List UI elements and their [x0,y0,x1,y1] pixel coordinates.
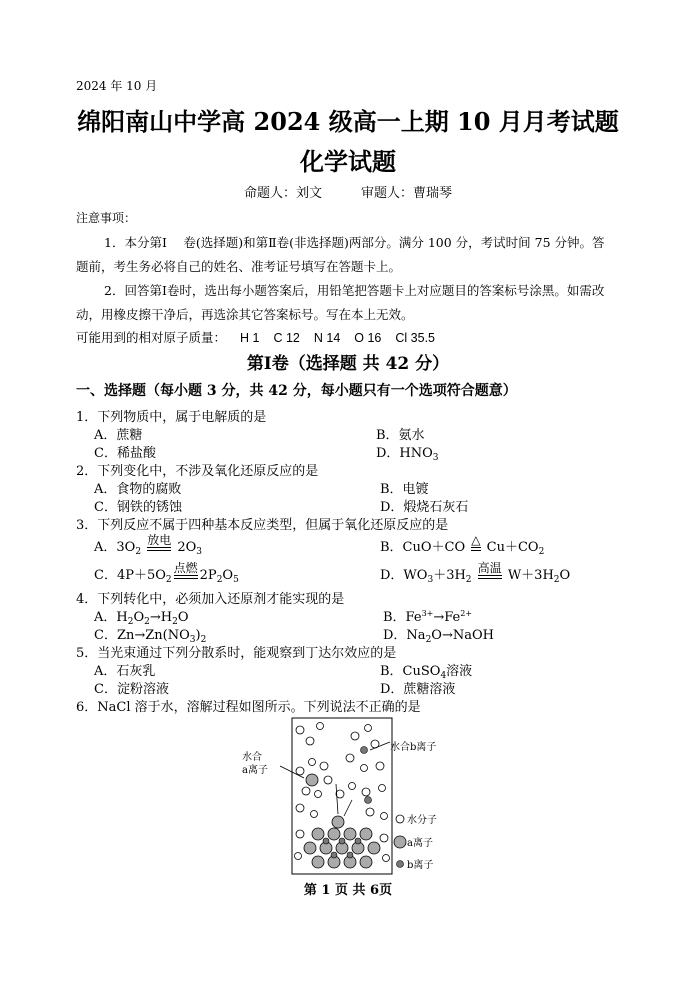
q5-option-a: A．石灰乳 [94,664,156,679]
q3-option-d: D．$WO_3+3H_2$ 高温 $W+3H_2O$ [380,561,571,585]
q1-option-d: D．$HNO_3$ [376,446,439,463]
legend-water-icon [396,815,404,823]
notice-item-2: 2．回答第Ⅰ卷时，选出每小题答案后，用铅笔把答题卡上对应题目的答案标号涂黑。如需改动，用橡皮擦干净后，再选涂其它答案标号。写在本上无效。 [76,283,605,322]
label-hydrated-a-1: 水合 [242,752,262,763]
atomic-masses [76,332,449,345]
q2-option-a: A．食物的腐败 [94,482,182,497]
mass-o: O 16 [354,331,382,345]
page-footer: 第 1 页 共 6页 [303,883,393,898]
label-hydrated-b: 水合b离子 [390,742,437,753]
question-2-stem: 2．下列变化中，不涉及氧化还原反应的是 [76,464,319,479]
exam-date: 2024 年 10 月 [76,79,158,93]
exam-subject: 化学试题 [300,147,396,176]
q2-option-c: C．钢铁的锈蚀 [94,500,182,515]
ion-lattice [304,774,380,868]
legend-a: a离子 [407,838,433,849]
notice-heading: 注意事项： [76,211,137,225]
mass-c: C 12 [273,331,300,345]
q5-option-b: B．CuSO$_4$溶液 [380,664,473,681]
exam-title: 绵阳南山中学高 2024 级高一上期 10 月月考试题 [77,107,619,136]
q1-option-a: A．蔗糖 [94,428,143,443]
mass-h: H 1 [240,331,260,345]
label-hydrated-a-2: a离子 [242,765,268,776]
part1-title: 第Ⅰ卷（选择题 共 42 分） [246,354,450,374]
legend-b-icon [397,861,404,868]
q3-option-b: B．CuO＋CO △ $Cu+CO_2$ [380,533,545,557]
q3-option-a: A．$3O_2$ 放电 $2O_3$ [94,533,203,557]
q4-option-d: D．$Na_2O\to NaOH$ [383,628,494,645]
exam-authors: 命题人：刘文 审题人：曹瑞琴 [243,186,452,201]
q4-option-a: A．$H_2O_2\to H_2O$ [94,610,189,627]
pointer-lines [280,742,390,816]
q4-option-b: B．$Fe^{3+}\to Fe^{2+}$ [383,609,473,625]
question-1-stem: 1．下列物质中，属于电解质的是 [76,410,267,425]
q4-option-c: C．$Zn\to Zn(NO_3)_2$ [94,628,207,645]
nacl-dissolution-figure [240,716,446,878]
q2-option-b: B．电镀 [380,482,429,497]
mass-cl: Cl 35.5 [395,331,435,345]
question-6-stem: 6．NaCl 溶于水，溶解过程如图所示。下列说法不正确的是 [76,700,421,715]
legend-water: 水分子 [407,815,437,826]
notice-item-1: 1．本分第Ⅰ 卷(选择题)和第Ⅱ卷(非选择题)两部分。满分 100 分，考试时间 75 分钟。答题前，考生务必将自己的姓名、准考证号填写在答题卡上。 [76,235,605,274]
q3-option-c: C．$4P+5O_2$ 点燃 $2P_2O_5$ [94,561,239,585]
section1-title: 一、选择题（每小题 3 分，共 42 分，每小题只有一个选项符合题意） [76,383,517,399]
question-3-stem: 3．下列反应不属于四种基本反应类型，但属于氧化还原反应的是 [76,518,449,533]
q1-option-c: C．稀盐酸 [94,446,156,461]
legend-a-icon [394,836,406,848]
q5-option-d: D．蔗糖溶液 [380,682,456,697]
question-5-stem: 5．当光束通过下列分散系时，能观察到丁达尔效应的是 [76,646,397,661]
q1-option-b: B．氨水 [376,428,425,443]
mass-n: N 14 [313,331,341,345]
atomic-masses-label: 可能用到的相对原子质量： [76,331,227,345]
legend-b: b离子 [407,860,434,871]
question-4-stem: 4．下列转化中，必须加入还原剂才能实现的是 [76,592,345,607]
q5-option-c: C．淀粉溶液 [94,682,169,697]
q2-option-d: D．煅烧石灰石 [380,500,469,515]
b-ions [323,747,372,859]
